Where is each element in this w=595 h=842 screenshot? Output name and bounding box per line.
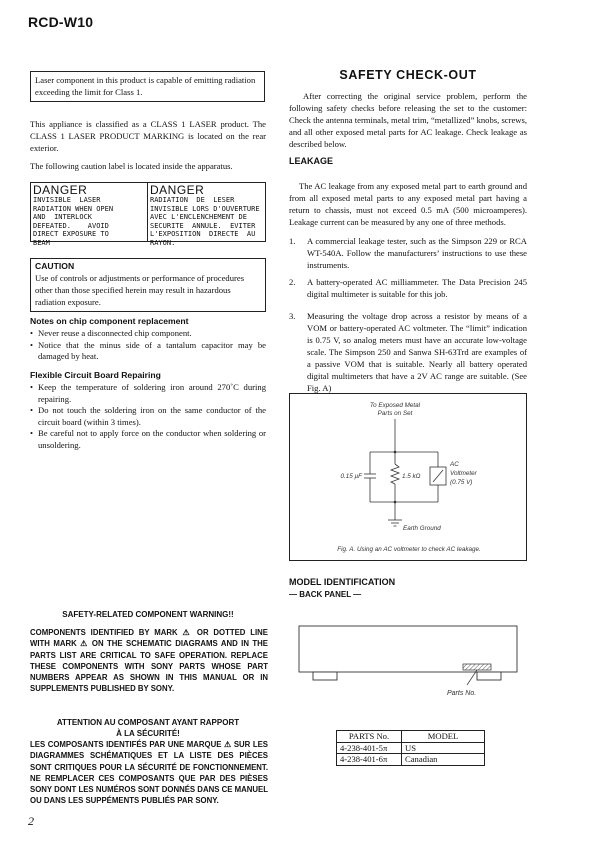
parts-number-label-area [463, 664, 491, 670]
list-item: • Keep the temperature of soldering iron around 270˚C during repairing. [30, 382, 266, 404]
attention-title-line-2: À LA SÉCURITÉ! [116, 729, 180, 738]
leakage-heading: LEAKAGE [289, 156, 334, 166]
list-item: • Do not touch the soldering iron on the same conductor of the circuit board (within 3 times). [30, 405, 266, 427]
caution-box [30, 258, 266, 312]
page-number: 2 [28, 814, 34, 828]
class-1-laser-paragraph: This appliance is classified as a CLASS 1 LASER product. The CLASS 1 LASER PRODUCT MARKING is located on the rear exterior. [30, 119, 266, 153]
list-item: • Notice that the minus side of a tantalum capacitor may be damaged by heat. [30, 339, 266, 361]
danger-label-english [31, 183, 148, 247]
junction-dot [394, 451, 397, 454]
meter-label-1: AC [450, 461, 459, 468]
method-number: 2. [289, 277, 296, 287]
safety-checkout-intro: After correcting the original service problem, perform the following safety checks before releasing the set to the customer: Check the antenna terminals, metal trim, “metallized” knobs, screws, and all other exposed metal parts for AC leakage. Check leakage as described below. [289, 91, 527, 149]
figure-top-label-1: To Exposed Metal [369, 402, 421, 409]
danger-caution-label [30, 182, 266, 247]
method-text: A battery-operated AC milliammeter. The Data Precision 245 digital multimeter is suitable for this job. [307, 277, 527, 299]
danger-text-french: RADIATION DE LESER INVISIBLE LORS D'OUVERTURE AVEC L'ENCLENCHEMENT DE SECURITE ANNULE. EVITER L'EXPOSITION DIRECTE AU RAYON. [150, 196, 260, 247]
table-header-row [337, 731, 485, 743]
table-header-parts-no: PARTS No. [337, 731, 402, 743]
meter-label-3: (0.75 V) [450, 479, 473, 486]
danger-text-english: INVISIBLE LASER RADIATION WHEN OPEN AND INTERLOCK DEFEATED. AVOID DIRECT EXPOSURE TO BEAM [33, 196, 114, 247]
laser-notice-box [30, 71, 265, 102]
attention-title [30, 717, 266, 739]
flexible-circuit-board-heading: Flexible Circuit Board Repairing [30, 370, 161, 380]
table-cell-parts-no: 4-238-401-5π [337, 742, 402, 754]
attention-text: LES COMPOSANTS IDENTIFÉS PAR UNE MARQUE ⚠ SUR LES DIAGRAMMES SCHÉMATIQUES ET LA LISTE DES PIÈCES SONT CRITIQUES POUR LA SÉCURITÉ DE FONCTIONNEMENT. NE REMPLACER CES COMPOSANTS QUE PAR DES PIÈSES SONY DONT LES NUMÉROS SONT DONNÉS DANS CE MANUEL OU DANS LES SUPPÉMENTS PUBLIÉS PAR SONY. [30, 740, 268, 806]
voltmeter-circuit-diagram [290, 394, 528, 562]
document-model-header: RCD-W10 [28, 14, 94, 30]
figure-top-label-2: Parts on Set [377, 410, 413, 417]
caution-title: CAUTION [35, 261, 75, 271]
back-panel-illustration [289, 604, 527, 700]
back-panel-heading: — BACK PANEL — [289, 590, 362, 599]
resistor-value-label: 1.5 kΩ [402, 473, 421, 480]
table-cell-model: US [402, 742, 485, 754]
table-row [337, 742, 485, 754]
figure-caption: Fig. A. Using an AC voltmeter to check AC leakage. [337, 546, 481, 553]
table-cell-parts-no: 4-238-401-6π [337, 754, 402, 766]
caution-text: Use of controls or adjustments or performance of procedures other than those specified herein may result in hazardous radiation exposure. [35, 273, 245, 307]
safety-component-warning-title: SAFETY-RELATED COMPONENT WARNING!! [62, 610, 234, 619]
ground-label: Earth Ground [403, 525, 441, 532]
capacitor-value-label: 0.15 µF [340, 473, 362, 480]
caution-label-location-paragraph: The following caution label is located inside the apparatus. [30, 161, 233, 171]
method-number: 1. [289, 236, 296, 246]
list-item: • Be careful not to apply force on the conductor when soldering or unsoldering. [30, 428, 266, 450]
attention-title-line-1: ATTENTION AU COMPOSANT AYANT RAPPORT [56, 718, 240, 727]
safety-component-warning-text: COMPONENTS IDENTIFIED BY MARK ⚠ OR DOTTED LINE WITH MARK ⚠ ON THE SCHEMATIC DIAGRAMS AND IN THE PARTS LIST ARE CRITICAL TO SAFE OPERATION. REPLACE THESE COMPONENTS WITH SONY PARTS WHOSE PART NUMBERS APPEAR AS SHOWN IN THIS MANUAL OR IN SUPPLEMENTS PUBLISHED BY SONY. [30, 628, 268, 694]
leakage-method-3 [289, 310, 527, 394]
resistor-symbol [391, 464, 399, 484]
table-cell-model: Canadian [402, 754, 485, 766]
danger-label-french [147, 183, 264, 247]
flexible-circuit-board-list [30, 382, 266, 451]
model-identification-heading: MODEL IDENTIFICATION [289, 577, 396, 587]
parts-number-callout: Parts No. [447, 690, 477, 697]
parts-model-table [336, 730, 485, 766]
voltmeter-needle [433, 470, 443, 482]
chassis-foot-left [313, 672, 337, 680]
method-number: 3. [289, 311, 296, 321]
danger-title-english: DANGER [33, 183, 88, 197]
safety-checkout-title: SAFETY CHECK-OUT [339, 68, 477, 82]
method-text: A commercial leakage tester, such as the Simpson 229 or RCA WT-540A. Follow the manufacturers’ instructions to use these instruments. [307, 236, 527, 270]
chip-replacement-list [30, 328, 266, 363]
table-header-model: MODEL [402, 731, 485, 743]
leakage-intro: The AC leakage from any exposed metal part to earth ground and from all exposed metal parts to any exposed metal part having a return to chassis, must not exceed 0.5 mA (500 microamperes). Leakage current can be measured by any one of three methods. [289, 181, 527, 227]
laser-notice-text: Laser component in this product is capable of emitting radiation exceeding the limit for Class 1. [35, 75, 256, 97]
leakage-method-2 [289, 276, 527, 300]
list-item: • Never reuse a disconnected chip component. [30, 328, 192, 338]
leakage-method-1 [289, 235, 527, 271]
table-row [337, 754, 485, 766]
figure-a-voltmeter-diagram [289, 393, 527, 561]
meter-label-2: Voltmeter [450, 470, 477, 477]
chassis-foot-right [477, 672, 501, 680]
back-panel-drawing [289, 604, 527, 700]
chip-replacement-heading: Notes on chip component replacement [30, 316, 189, 326]
method-text: Measuring the voltage drop across a resistor by means of a VOM or battery-operated AC voltmeter. The “limit” indication is 0.75 V, so analog meters must have an accurate low-voltage scale. The Simpson 250 and Sanwa SH-63Trd are examples of a passive VOM that is suitable. Nearly all battery operated digital multimeters that have a 2V AC range are suitable. (See Fig. A) [307, 311, 527, 393]
junction-dot [394, 501, 397, 504]
danger-title-french: DANGER [150, 183, 205, 197]
